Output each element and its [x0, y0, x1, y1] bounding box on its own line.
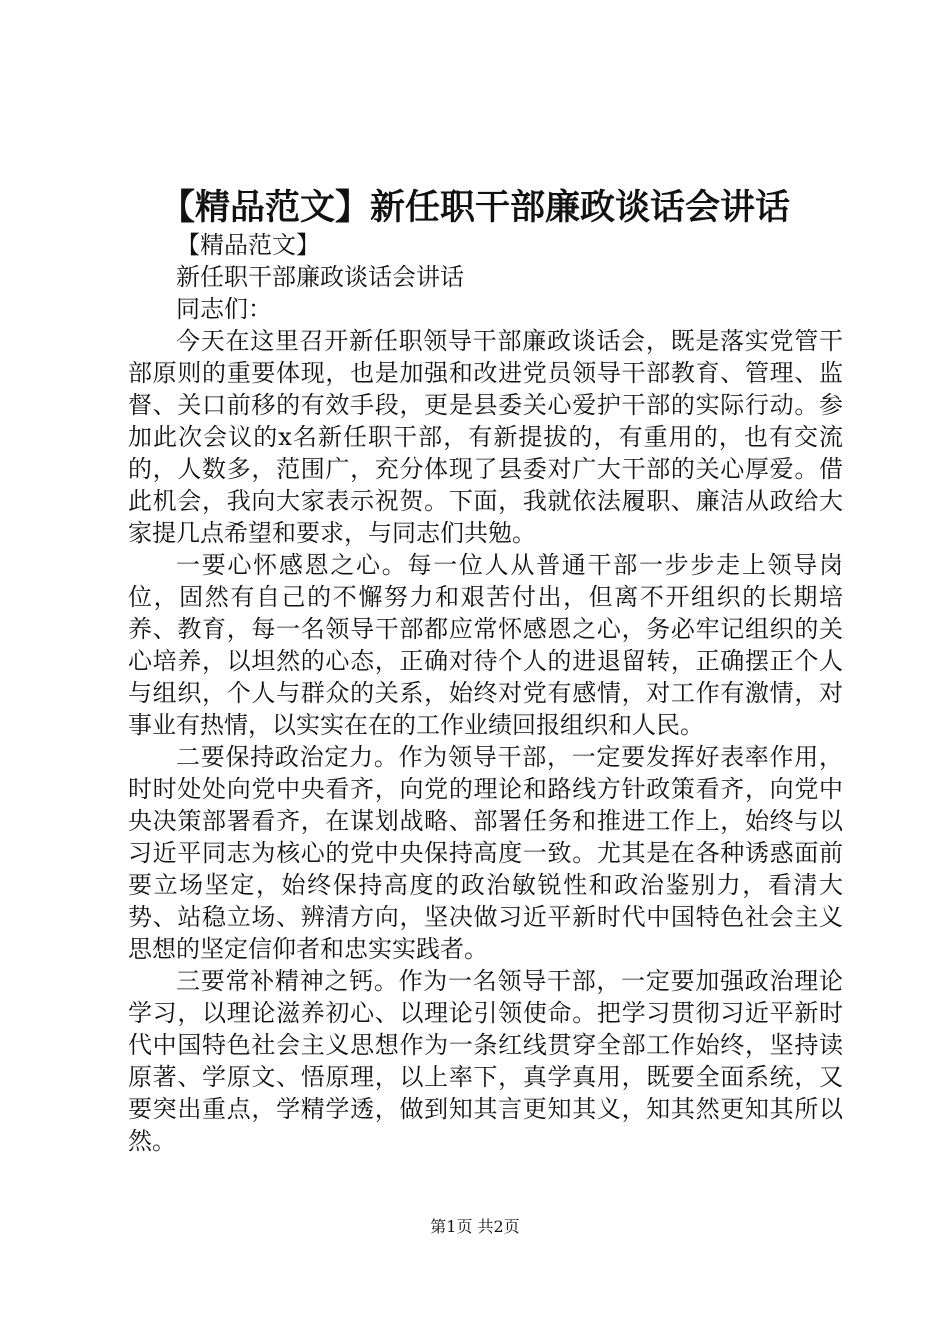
- header-line-tag: 【精品范文】: [176, 231, 320, 259]
- document-title: 【精品范文】新任职干部廉政谈话会讲话: [159, 187, 790, 228]
- document-body: [128, 229, 843, 1157]
- page-footer: 第1页 共2页: [430, 1217, 520, 1236]
- paragraph-intro: 今天在这里召开新任职领导干部廉政谈话会，既是落实党管干部原则的重要体现，也是加强和改进党员领导干部教育、管理、监督、关口前移的有效手段，更是县委关心爱护干部的实际行动。参加此次会议的x名新任职干部，有新提拔的，有重用的，也有交流的，人数多，范围广，充分体现了县委对广大干部的关心厚爱。借此机会，我向大家表示祝贺。下面，我就依法履职、廉洁从政给大家提几点希望和要求，与同志们共勉。: [128, 327, 843, 547]
- header-line-salutation: 同志们：: [176, 295, 272, 323]
- header-line-subtitle: 新任职干部廉政谈话会讲话: [176, 263, 464, 291]
- paragraph-point-3: 三要常补精神之钙。作为一名领导干部，一定要加强政治理论学习，以理论滋养初心、以理论引领使命。把学习贯彻习近平新时代中国特色社会主义思想作为一条红线贯穿全部工作始终，坚持读原著、学原文、悟原理，以上率下，真学真用，既要全面系统，又要突出重点，学精学透，做到知其言更知其义，知其然更知其所以然。: [128, 967, 843, 1155]
- paragraph-point-1: 一要心怀感恩之心。每一位人从普通干部一步步走上领导岗位，固然有自己的不懈努力和艰苦付出，但离不开组织的长期培养、教育，每一名领导干部都应常怀感恩之心，务必牢记组织的关心培养，以坦然的心态，正确对待个人的进退留转，正确摆正个人与组织，个人与群众的关系，始终对党有感情，对工作有激情，对事业有热情，以实实在在的工作业绩回报组织和人民。: [128, 551, 843, 739]
- paragraph-point-2: 二要保持政治定力。作为领导干部，一定要发挥好表率作用，时时处处向党中央看齐，向党的理论和路线方针政策看齐，向党中央决策部署看齐，在谋划战略、部署任务和推进工作上，始终与以习近平同志为核心的党中央保持高度一致。尤其是在各种诱惑面前要立场坚定，始终保持高度的政治敏锐性和政治鉴别力，看清大势、站稳立场、辨清方向，坚决做习近平新时代中国特色社会主义思想的坚定信仰者和忠实实践者。: [128, 743, 843, 963]
